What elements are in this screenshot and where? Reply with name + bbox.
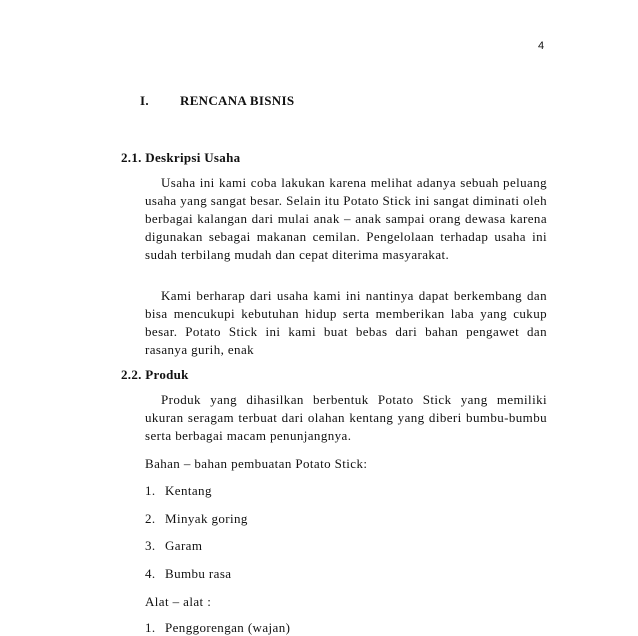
chapter-heading — [140, 93, 294, 109]
ingredients-label: Bahan – bahan pembuatan Potato Stick: — [145, 456, 368, 471]
list-item-ingredient — [145, 511, 248, 527]
list-number: 1. — [145, 620, 156, 635]
paragraph-produk: Produk yang dihasilkan berbentuk Potato Stick yang memiliki ukuran seragam terbuat dari olahan kentang yang diberi bumbu-bumbu serta berbagai macam penunjangnya. — [145, 392, 547, 443]
section-heading-produk: 2.2. Produk — [121, 367, 189, 382]
chapter-number: I. — [140, 93, 149, 108]
list-number: 1. — [145, 483, 156, 498]
section-heading-deskripsi-usaha: 2.1. Deskripsi Usaha — [121, 150, 241, 165]
list-text: Garam — [165, 538, 203, 553]
list-text: Bumbu rasa — [165, 566, 232, 581]
paragraph-deskripsi-2: Kami berharap dari usaha kami ini nantinya dapat berkembang dan bisa mencukupi kebutuhan hidup serta memberikan laba yang cukup besar. Potato Stick ini kami buat bebas dari bahan pengawet dan rasanya gurih, enak — [145, 288, 547, 357]
list-item-tool — [145, 620, 290, 636]
tools-label: Alat – alat : — [145, 594, 212, 609]
list-item-ingredient — [145, 566, 231, 582]
list-text: Kentang — [165, 483, 212, 498]
list-text: Minyak goring — [165, 511, 248, 526]
list-number: 4. — [145, 566, 156, 581]
list-item-ingredient — [145, 538, 202, 554]
list-number: 3. — [145, 538, 156, 553]
list-item-ingredient — [145, 483, 212, 499]
list-text: Penggorengan (wajan) — [165, 620, 291, 635]
chapter-title: RENCANA BISNIS — [180, 93, 295, 108]
page-number: 4 — [538, 40, 545, 52]
paragraph-deskripsi-1: Usaha ini kami coba lakukan karena melihat adanya sebuah peluang usaha yang sangat besar. Selain itu Potato Stick ini sangat diminati oleh berbagai kalangan dari mulai anak – anak sampai orang dewasa karena digunakan sebagai makanan cemilan. Pengelolaan terhadap usaha ini sudah terbilang mudah dan cepat diterima masyarakat. — [145, 175, 547, 262]
list-number: 2. — [145, 511, 156, 526]
